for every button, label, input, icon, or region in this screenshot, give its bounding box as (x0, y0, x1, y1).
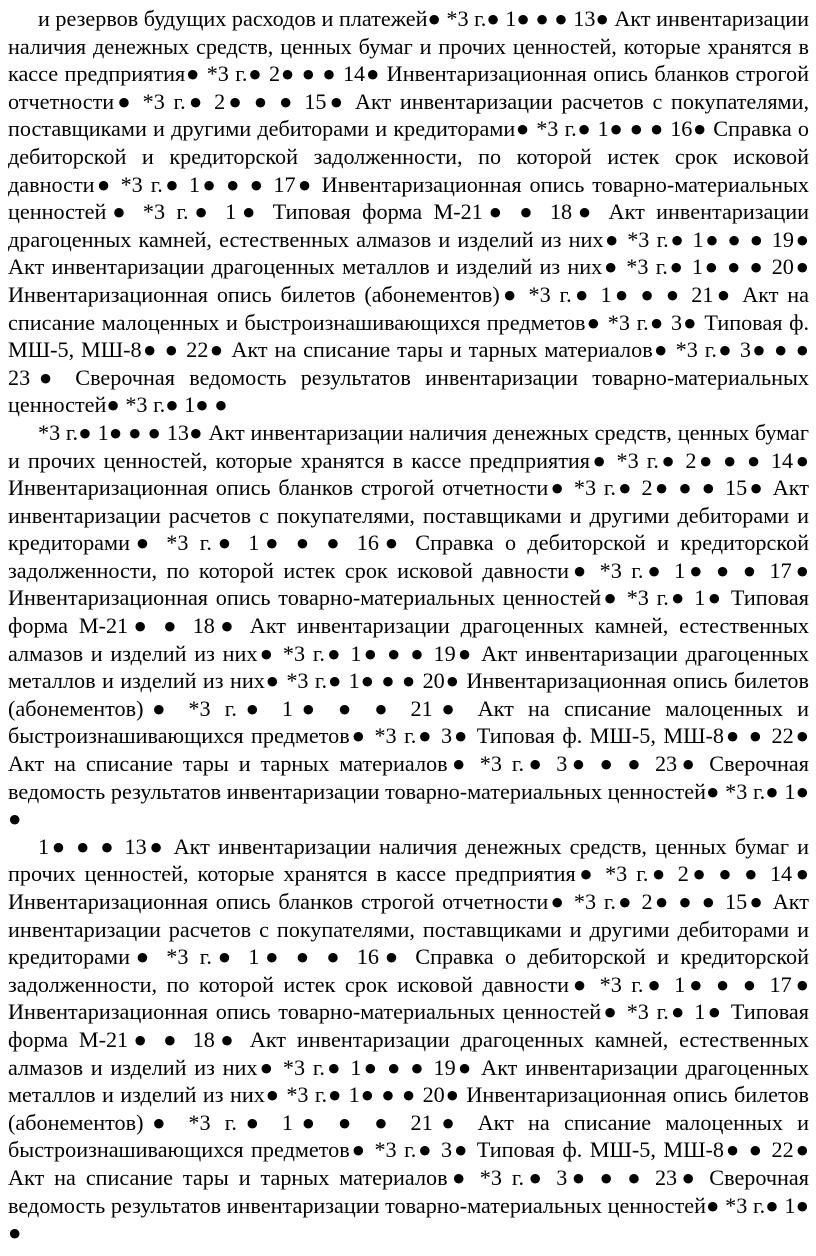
paragraph-2: *3 г.● 1● ● ● 13● Акт инвентаризации наличия денежных средств, ценных бумаг и прочих ценностей, которые хранятся в кассе предприятия● *3 г.● 2● ● ● 14● Инвентаризационная опись бланков строгой отчетности● *3 г.● 2● ● ● 15● Акт инвентаризации расчетов с покупателями, поставщиками и другими дебиторами и кредиторами● *3 г.● 1● ● ● 16● Справка о дебиторской и кредиторской задолженности, по которой истек срок исковой давности● *3 г.● 1● ● ● 17● Инвентаризационная опись товарно-материальных ценностей● *3 г.● 1● Типовая форма М-21● ● 18● Акт инвентаризации драгоценных камней, естественных алмазов и изделий из них● *3 г.● 1● ● ● 19● Акт инвентаризации драгоценных металлов и изделий из них● *3 г.● 1● ● ● 20● Инвентаризационная опись билетов (абонементов)● *3 г.● 1● ● ● 21● Акт на списание малоценных и быстроизнашивающихся предметов● *3 г.● 3● Типовая ф. МШ-5, МШ-8● ● 22● Акт на списание тары и тарных материалов● *3 г.● 3● ● ● 23● Сверочная ведомость результатов инвентаризации товарно-материальных ценностей● *3 г.● 1● ● (8, 419, 809, 832)
paragraph-3: 1● ● ● 13● Акт инвентаризации наличия денежных средств, ценных бумаг и прочих ценностей, которые хранятся в кассе предприятия● *3 г.● 2● ● ● 14● Инвентаризационная опись бланков строгой отчетности● *3 г.● 2● ● ● 15● Акт инвентаризации расчетов с покупателями, поставщиками и другими дебиторами и кредиторами● *3 г.● 1● ● ● 16● Справка о дебиторской и кредиторской задолженности, по которой истек срок исковой давности● *3 г.● 1● ● ● 17● Инвентаризационная опись товарно-материальных ценностей● *3 г.● 1● Типовая форма М-21● ● 18● Акт инвентаризации драгоценных камней, естественных алмазов и изделий из них● *3 г.● 1● ● ● 19● Акт инвентаризации драгоценных металлов и изделий из них● *3 г.● 1● ● ● 20● Инвентаризационная опись билетов (абонементов)● *3 г.● 1● ● ● 21● Акт на списание малоценных и быстроизнашивающихся предметов● *3 г.● 3● Типовая ф. МШ-5, МШ-8● ● 22● Акт на списание тары и тарных материалов● *3 г.● 3● ● ● 23● Сверочная ведомость результатов инвентаризации товарно-материальных ценностей● *3 г.● 1● ● (8, 833, 809, 1246)
paragraph-1: и резервов будущих расходов и платежей● *3 г.● 1● ● ● 13● Акт инвентаризации наличия денежных средств, ценных бумаг и прочих ценностей, которые хранятся в кассе предприятия● *3 г.● 2● ● ● 14● Инвентаризационная опись бланков строгой отчетности● *3 г.● 2● ● ● 15● Акт инвентаризации расчетов с покупателями, поставщиками и другими дебиторами и кредиторами● *3 г.● 1● ● ● 16● Справка о дебиторской и кредиторской задолженности, по которой истек срок исковой давности● *3 г.● 1● ● ● 17● Инвентаризационная опись товарно-материальных ценностей● *3 г.● 1● Типовая форма М-21● ● 18● Акт инвентаризации драгоценных камней, естественных алмазов и изделий из них● *3 г.● 1● ● ● 19● Акт инвентаризации драгоценных металлов и изделий из них● *3 г.● 1● ● ● 20● Инвентаризационная опись билетов (абонементов)● *3 г.● 1● ● ● 21● Акт на списание малоценных и быстроизнашивающихся предметов● *3 г.● 3● Типовая ф. МШ-5, МШ-8● ● 22● Акт на списание тары и тарных материалов● *3 г.● 3● ● ● 23● Сверочная ведомость результатов инвентаризации товарно-материальных ценностей● *3 г.● 1● ● (8, 6, 809, 418)
